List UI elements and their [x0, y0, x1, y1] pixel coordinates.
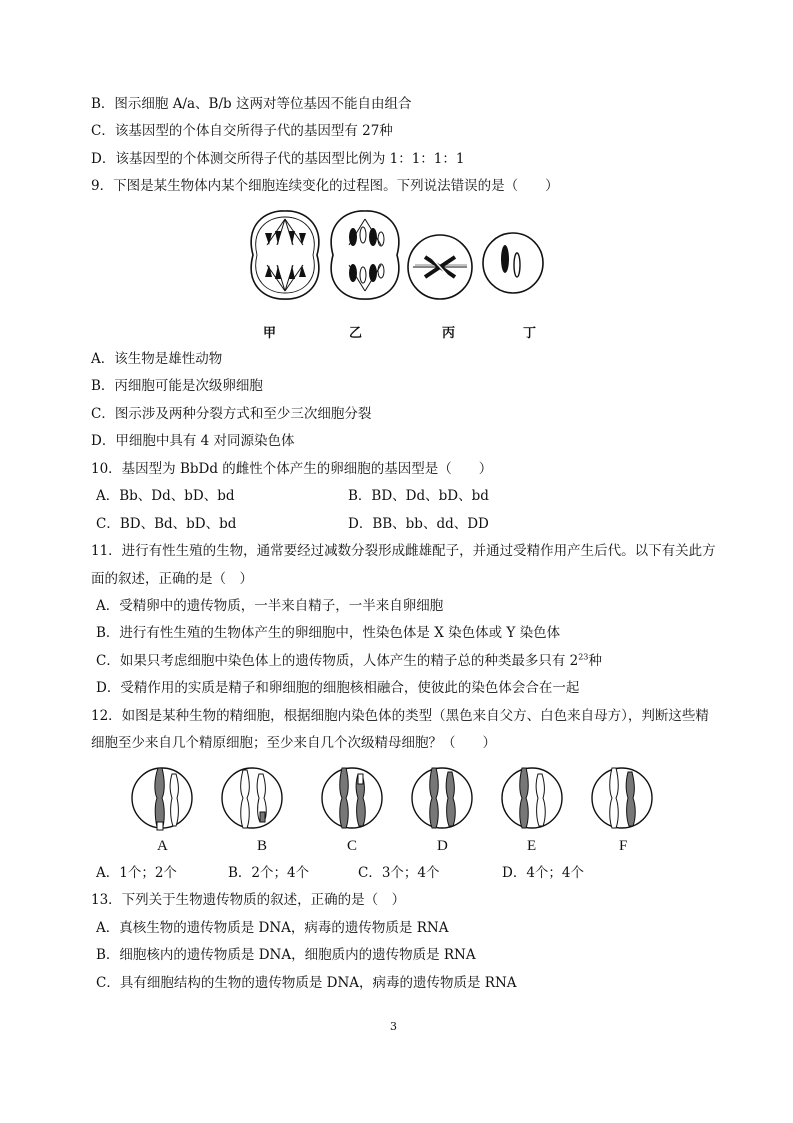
q10-option-b: B．BD、Dd、bD、bd	[348, 488, 489, 504]
cell-bing-diagram	[408, 235, 472, 299]
page-number: 3	[390, 1020, 397, 1033]
sperm-cell-b-diagram	[222, 768, 282, 828]
cell-ding-diagram	[483, 233, 543, 293]
q10-option-c: C．BD、Bd、bD、bd	[96, 516, 237, 532]
q9-option-b: B．丙细胞可能是次级卵细胞	[91, 378, 263, 394]
q11-option-b: B．进行有性生殖的生物体产生的卵细胞中，性染色体是 X 染色体或 Y 染色体	[96, 625, 561, 641]
q11-option-d: D．受精作用的实质是精子和卵细胞的细胞核相融合，使彼此的染色体会合在一起	[96, 680, 580, 696]
cell-label-c: C	[347, 838, 358, 854]
q12-option-a: A．1个；2个	[96, 865, 177, 881]
q11-stem-line2: 面的叙述，正确的是（ ）	[91, 571, 253, 587]
q8-option-c: C．该基因型的个体自交所得子代的基因型有 27种	[91, 123, 393, 139]
sperm-cell-c-diagram	[322, 768, 382, 828]
q13-stem: 13．下列关于生物遗传物质的叙述，正确的是（ ）	[91, 892, 406, 908]
cell-label-d: D	[437, 838, 448, 854]
cell-label-a: A	[157, 838, 168, 854]
q8-option-d: D．该基因型的个体测交所得子代的基因型比例为 1：1：1：1	[91, 151, 465, 167]
q12-option-b: B．2个；4个	[228, 865, 310, 881]
cell-division-figure	[245, 205, 555, 305]
figure-label-ding: 丁	[523, 326, 537, 341]
q11-option-c-exponent: 23	[578, 652, 589, 662]
q11-stem-line1: 11．进行有性生殖的生物，通常要经过减数分裂形成雌雄配子，并通过受精作用产生后代。以下有关此方	[91, 543, 716, 559]
figure-label-bing: 丙	[442, 326, 456, 341]
sperm-cells-figure	[130, 760, 670, 840]
q10-option-a: A．Bb、Dd、bD、bd	[96, 488, 235, 504]
cell-yi-diagram	[331, 211, 399, 299]
q11-option-c-text: C．如果只考虑细胞中染色体上的遗传物质，人体产生的精子总的种类最多只有 2	[96, 653, 579, 669]
q13-option-a: A．真核生物的遗传物质是 DNA，病毒的遗传物质是 RNA	[96, 920, 449, 936]
q9-option-a: A．该生物是雄性动物	[91, 351, 223, 367]
figure-label-yi: 乙	[349, 326, 363, 341]
sperm-cell-f-diagram	[592, 768, 652, 828]
q12-option-c: C．3个；4个	[358, 865, 440, 881]
q9-option-c: C．图示涉及两种分裂方式和至少三次细胞分裂	[91, 406, 372, 422]
cell-label-e: E	[527, 838, 537, 854]
sperm-cell-d-diagram	[412, 768, 472, 828]
figure-label-jia: 甲	[263, 326, 277, 341]
cell-label-f: F	[619, 838, 628, 854]
cell-label-b: B	[257, 838, 268, 854]
cell-jia-diagram	[251, 211, 319, 299]
q13-option-b: B．细胞核内的遗传物质是 DNA，细胞质内的遗传物质是 RNA	[96, 947, 476, 963]
q11-option-c	[96, 652, 602, 670]
q8-option-b: B．图示细胞 A/a、B/b 这两对等位基因不能自由组合	[91, 96, 412, 112]
sperm-cell-a-diagram	[132, 768, 192, 830]
q11-option-c-tail: 种	[588, 653, 602, 669]
q12-option-d: D．4个；4个	[502, 865, 585, 881]
q11-option-a: A．受精卵中的遗传物质，一半来自精子，一半来自卵细胞	[96, 598, 444, 614]
q12-stem-line1: 12．如图是某种生物的精细胞，根据细胞内染色体的类型（黑色来自父方、白色来自母方），判断这些精	[91, 708, 709, 724]
q9-stem: 9．下图是某生物体内某个细胞连续变化的过程图。下列说法错误的是（ ）	[91, 178, 559, 194]
q12-stem-line2: 细胞至少来自几个精原细胞；至少来自几个次级精母细胞？（ ）	[91, 735, 496, 751]
q13-option-c: C．具有细胞结构的生物的遗传物质是 DNA，病毒的遗传物质是 RNA	[96, 975, 517, 991]
q10-option-d: D．BB、bb、dd、DD	[348, 516, 489, 532]
q10-stem: 10．基因型为 BbDd 的雌性个体产生的卵细胞的基因型是（ ）	[91, 461, 493, 477]
sperm-cell-e-diagram	[502, 768, 562, 828]
q9-option-d: D．甲细胞中具有 4 对同源染色体	[91, 433, 295, 449]
